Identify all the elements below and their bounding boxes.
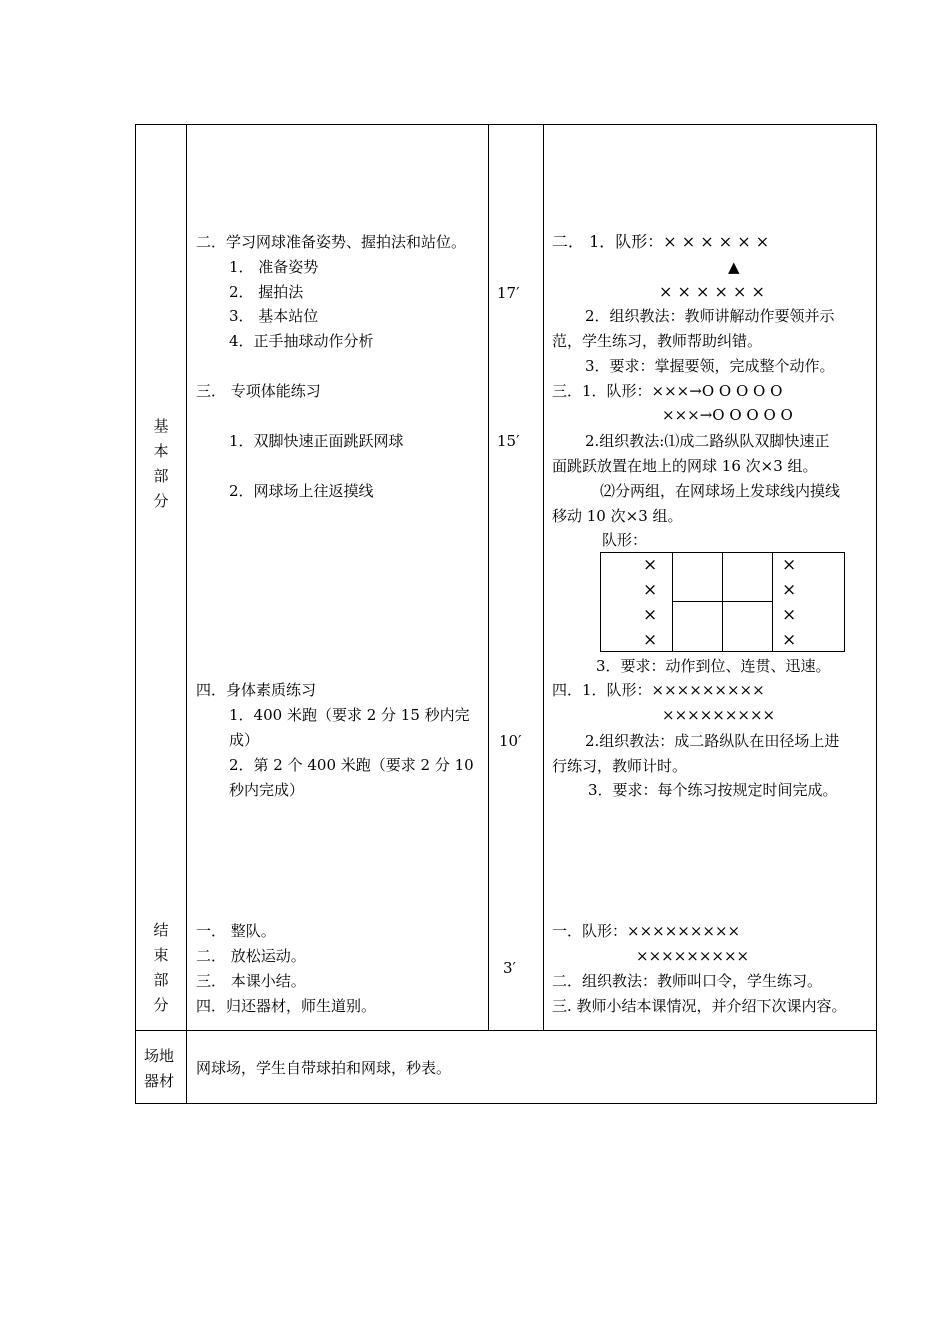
section-4-item: 秒内完成） xyxy=(229,781,305,799)
method-2-formation-row2: × × × × × × xyxy=(659,282,765,301)
time-3: 3′ xyxy=(503,959,516,977)
ending-formation-row2: ××××××××× xyxy=(636,947,750,965)
section-label-ending: 结 束 部 分 xyxy=(153,921,169,1014)
method-3-org: 2.组织教法:⑴成二路纵队双脚快速正 xyxy=(585,432,830,450)
court-service-line xyxy=(672,601,772,602)
section-2-title: 二．学习网球准备姿势、握拍法和站位。 xyxy=(196,233,467,251)
court-formation-label: 队形： xyxy=(602,531,648,549)
time-10: 10′ xyxy=(499,732,522,750)
method-3-org: 移动 10 次×3 组。 xyxy=(552,507,683,525)
section-3-item: 1．双脚快速正面跳跃网球 xyxy=(229,432,404,450)
section-4-title: 四．身体素质练习 xyxy=(196,681,317,699)
court-line xyxy=(772,552,773,652)
court-line xyxy=(672,552,673,652)
court-line xyxy=(722,552,723,652)
ending-formation: 一．队形：××××××××× xyxy=(552,922,741,940)
time-17: 17′ xyxy=(497,284,520,302)
section-4-item: 成） xyxy=(229,731,260,749)
section-label-venue: 场地 器材 xyxy=(144,1047,175,1090)
method-3-formation-row2: ×××→O O O O O xyxy=(662,406,793,424)
method-3-org: ⑵分两组，在网球场上发球线内摸线 xyxy=(600,482,841,500)
method-4-requirement: 3．要求：每个练习按规定时间完成。 xyxy=(588,781,838,799)
court-player-mark: × xyxy=(782,605,797,625)
method-3-requirement: 3．要求：动作到位、连贯、迅速。 xyxy=(596,657,831,675)
section-2-item: 4．正手抽球动作分析 xyxy=(229,332,374,350)
ending-item: 二． 放松运动。 xyxy=(196,947,306,965)
ending-summary: 三. 教师小结本课情况，并介绍下次课内容。 xyxy=(552,997,847,1015)
method-4-formation-row2: ××××××××× xyxy=(662,706,776,724)
ending-org: 二．组织教法：教师叫口令，学生练习。 xyxy=(552,972,823,990)
court-player-mark: × xyxy=(643,630,658,650)
section-4-item: 1．400 米跑（要求 2 分 15 秒内完 xyxy=(229,706,470,724)
method-3-org: 面跳跃放置在地上的网球 16 次×3 组。 xyxy=(552,457,818,475)
method-4-org: 2.组织教法：成二路纵队在田径场上进 xyxy=(585,732,840,750)
method-2-org: 范，学生练习，教师帮助纠错。 xyxy=(552,332,763,350)
row-divider xyxy=(135,1030,877,1031)
court-player-mark: × xyxy=(643,555,658,575)
court-player-mark: × xyxy=(782,580,797,600)
method-3-formation: 三．1．队形：×××→O O O O O xyxy=(552,382,783,400)
court-player-mark: × xyxy=(643,605,658,625)
court-player-mark: × xyxy=(782,555,797,575)
column-divider-1 xyxy=(186,124,187,1104)
method-4-formation: 四．1．队形：××××××××× xyxy=(552,681,765,699)
section-3-title: 三． 专项体能练习 xyxy=(196,382,321,400)
section-label-basic: 基 本 部 分 xyxy=(153,417,169,510)
section-3-item: 2．网球场上往返摸线 xyxy=(229,482,374,500)
ending-item: 一． 整队。 xyxy=(196,922,276,940)
court-player-mark: × xyxy=(643,580,658,600)
method-4-org: 行练习，教师计时。 xyxy=(552,757,688,775)
method-2-requirement: 3．要求：掌握要领，完成整个动作。 xyxy=(585,357,835,375)
court-player-mark: × xyxy=(782,630,797,650)
time-15: 15′ xyxy=(497,432,520,450)
section-4-item: 2．第 2 个 400 米跑（要求 2 分 10 xyxy=(229,756,474,774)
section-2-item: 1． 准备姿势 xyxy=(229,258,319,276)
ending-item: 三． 本课小结。 xyxy=(196,972,306,990)
column-divider-3 xyxy=(543,124,544,1030)
method-2-org: 2．组织教法：教师讲解动作要领并示 xyxy=(585,307,835,325)
section-2-item: 3． 基本站位 xyxy=(229,307,319,325)
method-2-formation: 二． 1．队形：× × × × × × xyxy=(552,232,770,251)
section-2-item: 2． 握拍法 xyxy=(229,283,304,301)
ending-item: 四．归还器材，师生道别。 xyxy=(196,997,377,1015)
venue-text: 网球场，学生自带球拍和网球，秒表。 xyxy=(196,1059,452,1077)
teacher-marker: ▲ xyxy=(728,258,740,276)
column-divider-2 xyxy=(488,124,489,1030)
